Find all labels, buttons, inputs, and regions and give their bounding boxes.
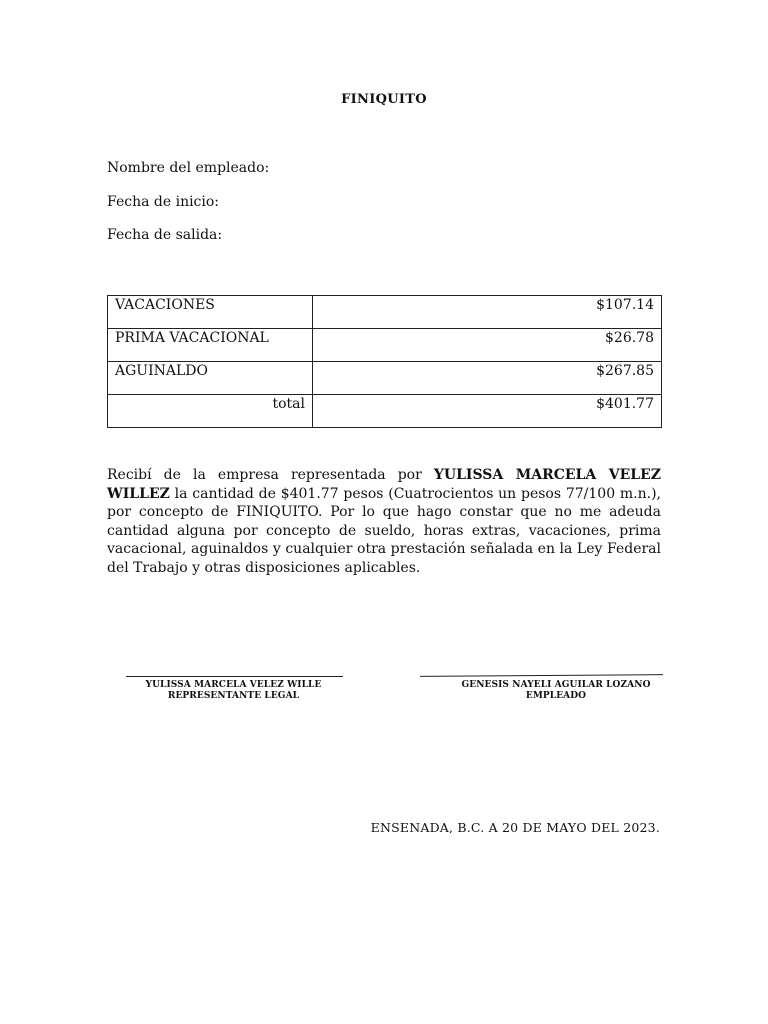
document-title: FINIQUITO [341, 92, 427, 107]
end-date-label: Fecha de salida: [107, 227, 223, 243]
right-signature-line [420, 674, 663, 677]
right-signature-name: GENESIS NAYELI AGUILAR LOZANO [461, 680, 651, 690]
right-signature-role: EMPLEADO [525, 691, 587, 701]
employee-name-label: Nombre del empleado: [107, 160, 270, 176]
total-amount: $401.77 [313, 395, 662, 428]
concept-cell: AGUINALDO [108, 362, 313, 395]
amount-cell: $26.78 [313, 329, 662, 362]
table-row [108, 362, 662, 395]
place-and-date: ENSENADA, B.C. A 20 DE MAYO DEL 2023. [370, 820, 660, 835]
concepts-table [107, 295, 662, 428]
total-label: total [108, 395, 313, 428]
total-row [108, 395, 662, 428]
receipt-statement [107, 466, 661, 577]
company-representative-name: YULISSA MARCELA VELEZ WILLEZ [107, 467, 661, 502]
table-row [108, 329, 662, 362]
statement-part1: Recibí de la empresa representada por [107, 467, 434, 483]
start-date-label: Fecha de inicio: [107, 194, 220, 210]
table-row [108, 296, 662, 329]
left-signature-line [126, 676, 343, 677]
statement-part2: la cantidad de $401.77 pesos (Cuatrocientos un pesos 77/100 m.n.), por concepto de FINIQUITO. Por lo que hago constar que no me adeuda cantidad alguna por concepto de sueldo, horas extras, vacaciones, prima vacacional, aguinaldos y cualquier otra prestación señalada en la Ley Federal del Trabajo y otras disposiciones aplicables. [107, 485, 661, 576]
concept-cell: PRIMA VACACIONAL [108, 329, 313, 362]
left-signature-name: YULISSA MARCELA VELEZ WILLE [145, 680, 322, 690]
amount-cell: $107.14 [313, 296, 662, 329]
left-signature-role: REPRESENTANTE LEGAL [167, 691, 300, 701]
amount-cell: $267.85 [313, 362, 662, 395]
concept-cell: VACACIONES [108, 296, 313, 329]
